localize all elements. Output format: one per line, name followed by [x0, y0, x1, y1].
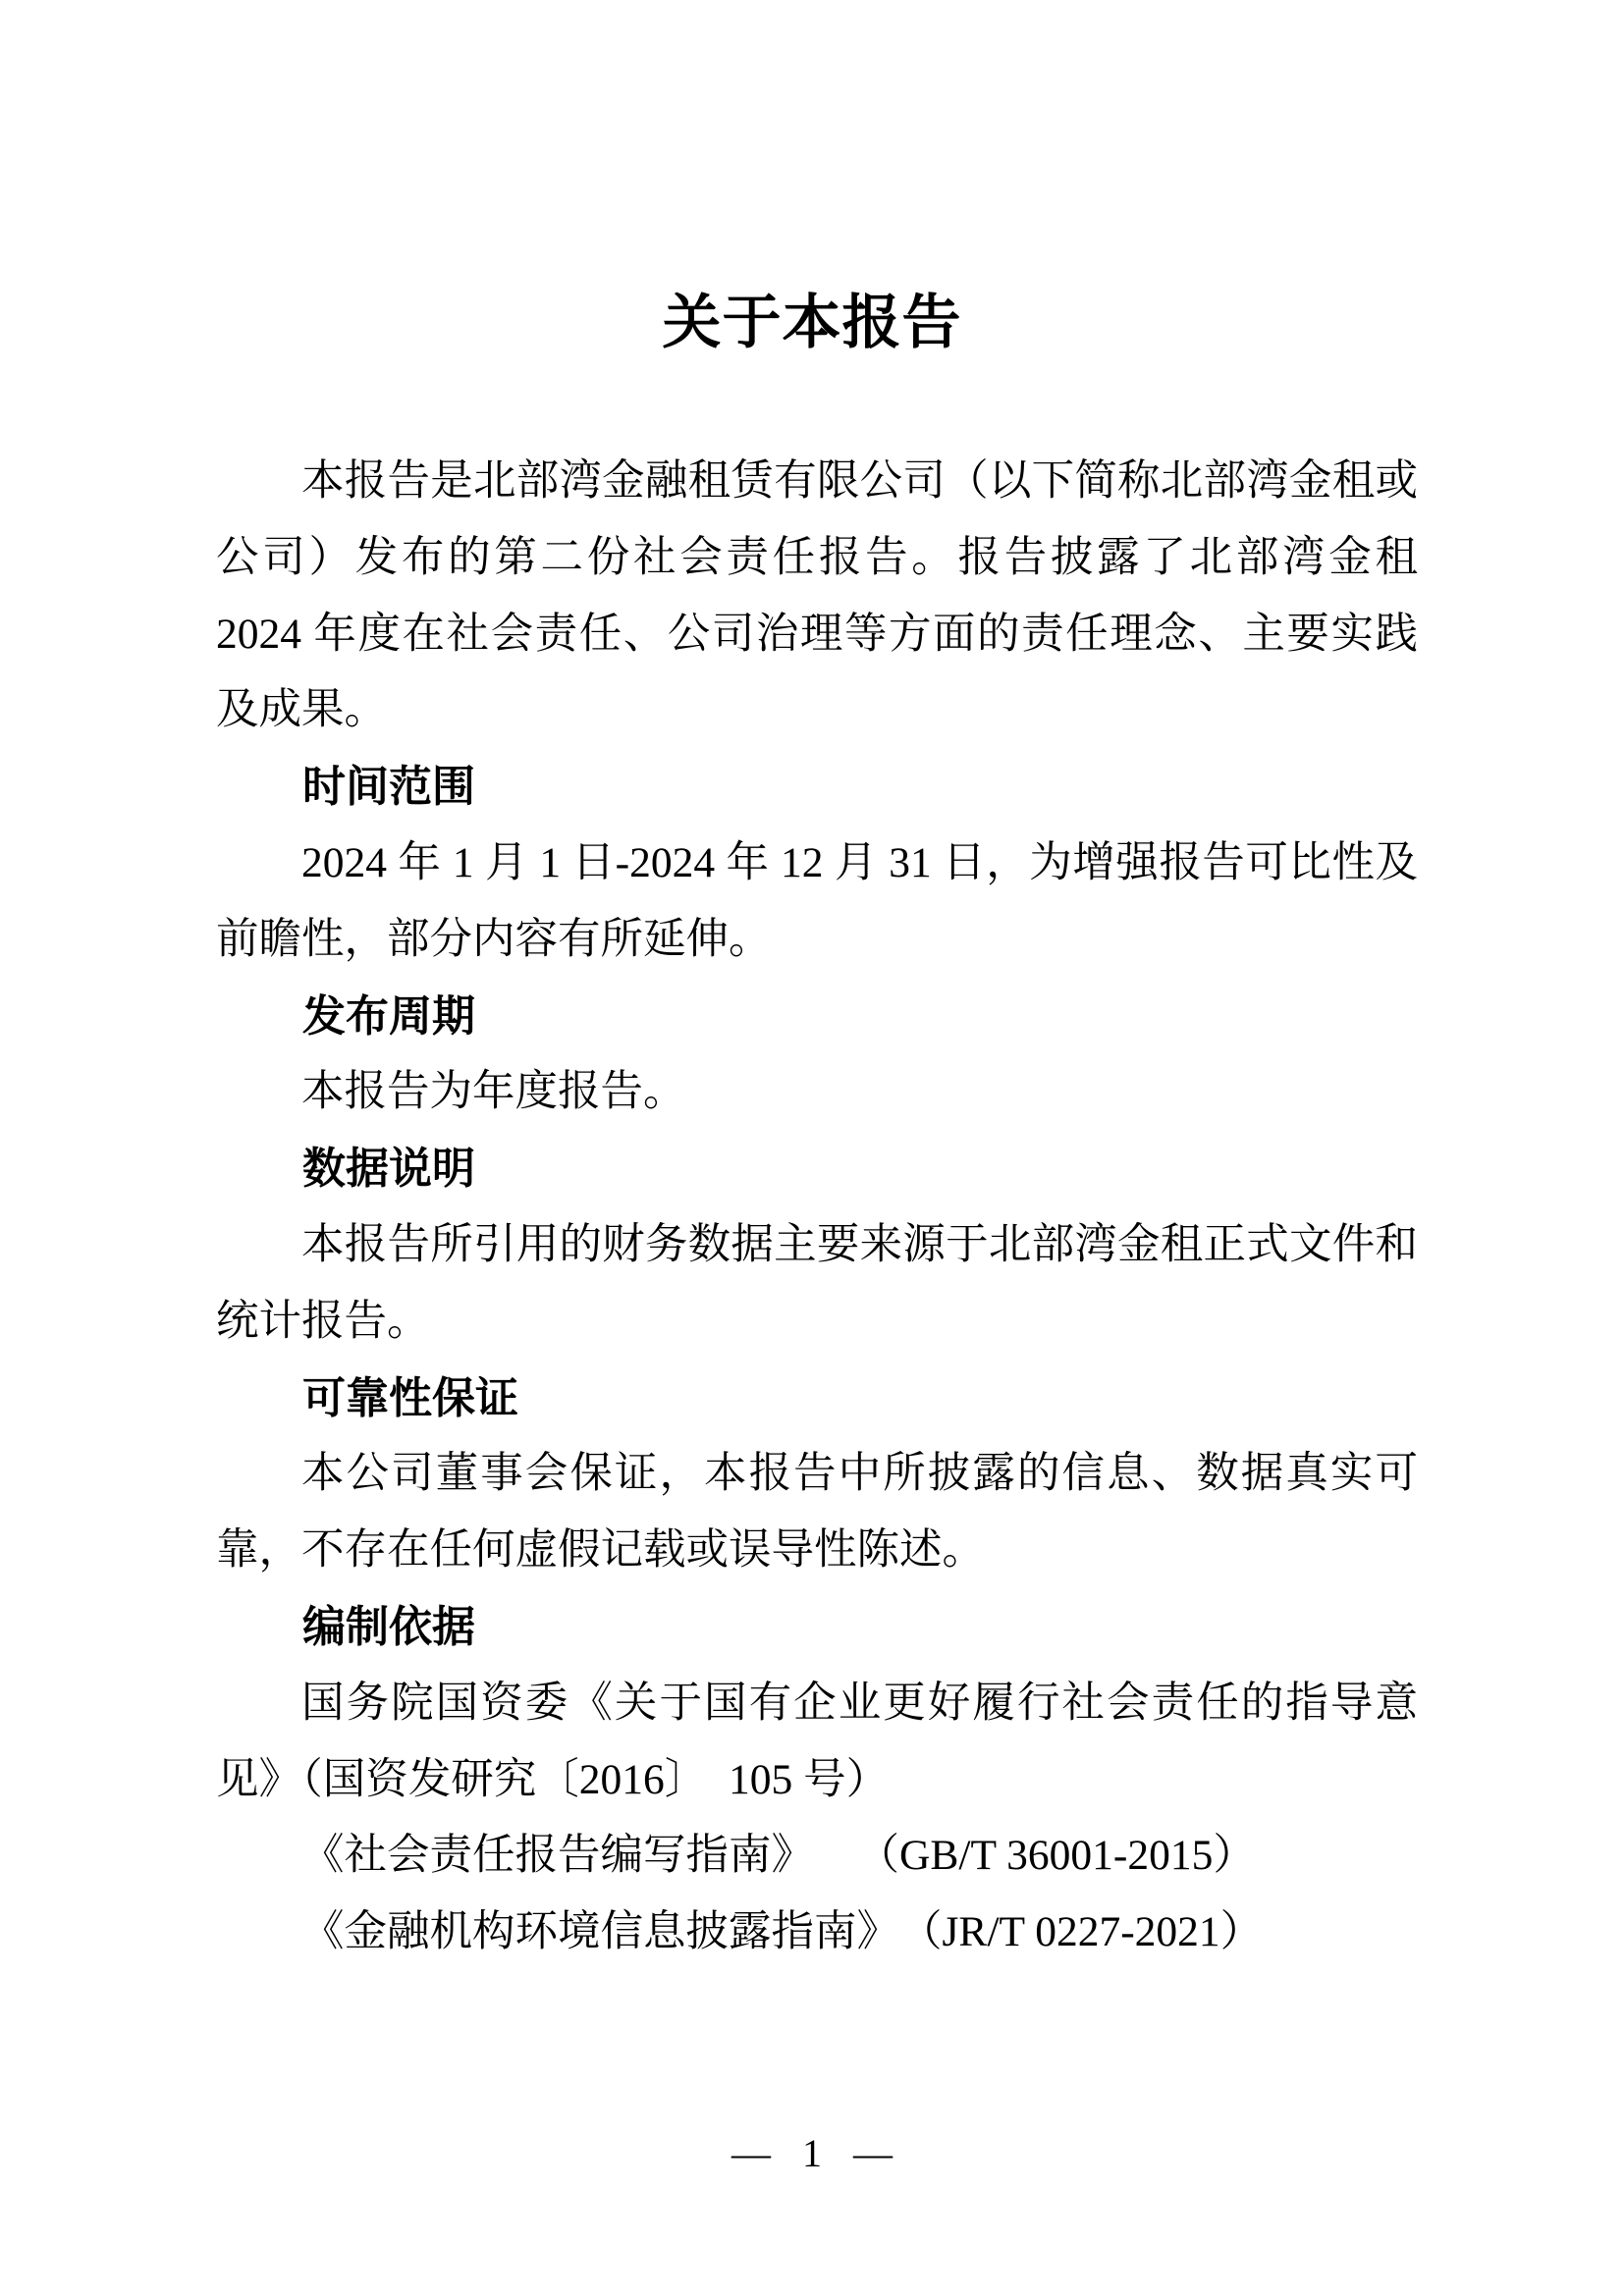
paragraph-data-description: 本报告所引用的财务数据主要来源于北部湾金租正式文件和统计报告。	[216, 1220, 1418, 1345]
paragraph-reliability-assurance: 本公司董事会保证，本报告中所披露的信息、数据真实可靠，不存在任何虚假记载或误导性陈述。	[216, 1450, 1418, 1575]
heading-reliability-assurance: 可靠性保证	[302, 1373, 518, 1422]
paragraph-time-scope: 2024 年 1 月 1 日-2024 年 12 月 31 日，为增强报告可比性及前瞻性，部分内容有所延伸。	[216, 838, 1418, 963]
page-title: 关于本报告	[662, 290, 962, 355]
paragraph-basis-guideline-sasac: 国务院国资委《关于国有企业更好履行社会责任的指导意见》（国资发研究〔2016〕 105 号）	[216, 1679, 1418, 1803]
paragraph-basis-gbt36001: 《社会责任报告编写指南》 （GB/T 36001-2015）	[301, 1832, 1256, 1880]
page-number: — 1 —	[731, 2131, 893, 2175]
paragraph-basis-jrt0227: 《金融机构环境信息披露指南》 （JR/T 0227-2021）	[301, 1908, 1264, 1956]
heading-publication-cycle: 发布周期	[302, 991, 475, 1041]
document-body	[216, 444, 1418, 1971]
heading-time-scope: 时间范围	[302, 763, 475, 812]
intro-paragraph: 本报告是北部湾金融租赁有限公司（以下简称北部湾金租或公司）发布的第二份社会责任报告。报告披露了北部湾金租 2024 年度在社会责任、公司治理等方面的责任理念、主要实践及成果。	[216, 457, 1418, 734]
heading-compilation-basis: 编制依据	[302, 1602, 475, 1651]
paragraph-publication-cycle: 本报告为年度报告。	[301, 1068, 686, 1116]
heading-data-description: 数据说明	[302, 1145, 475, 1194]
